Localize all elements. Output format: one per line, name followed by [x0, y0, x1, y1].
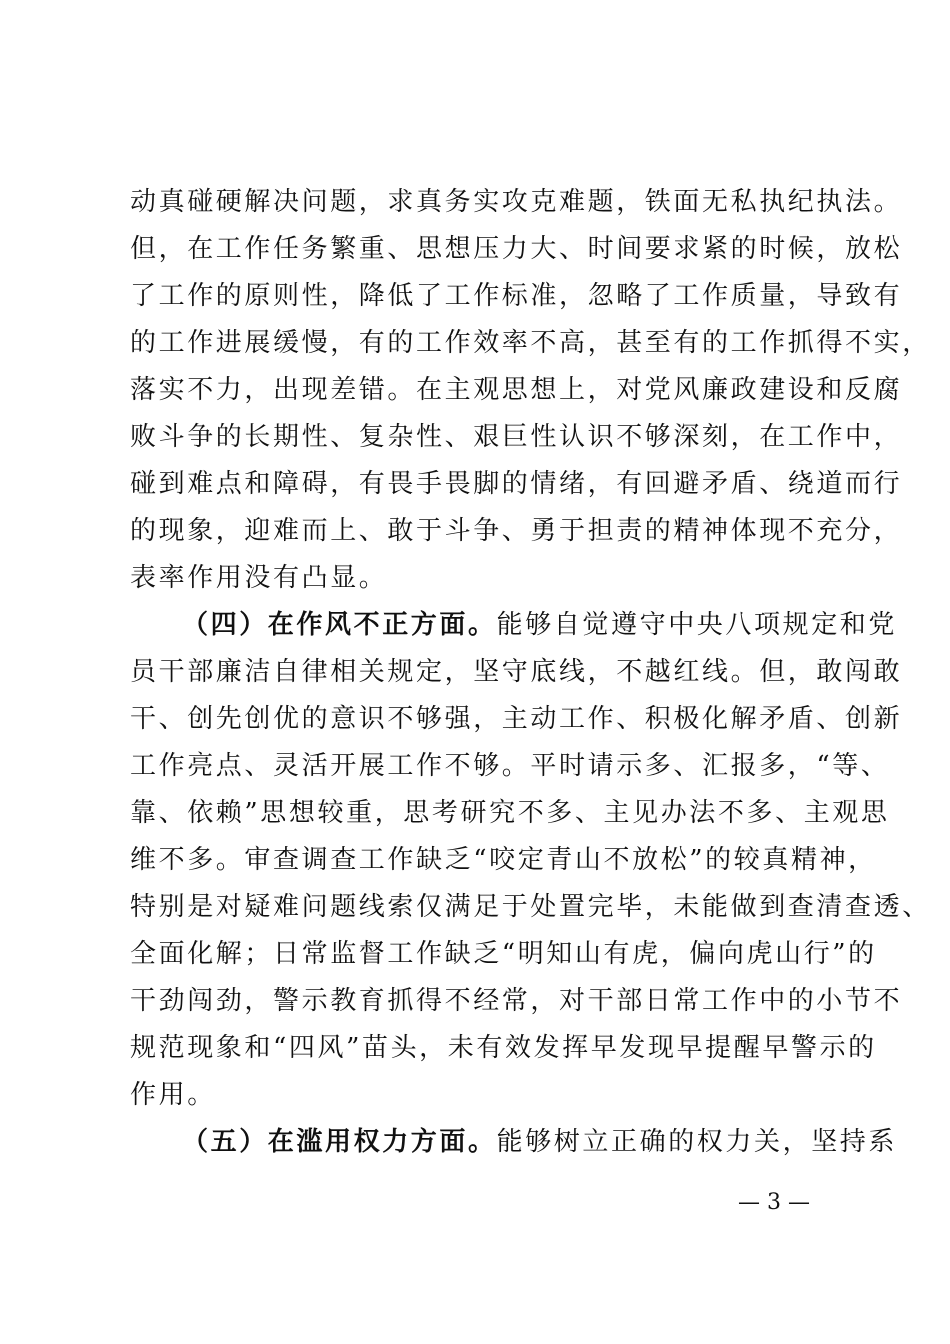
- body-text-line: 作用。: [130, 1080, 216, 1110]
- body-text-line: 动真碰硬解决问题，求真务实攻克难题，铁面无私执纪执法。: [130, 187, 903, 217]
- section-5-first-line-text: 能够树立正确的权力关，坚持系: [496, 1127, 898, 1157]
- section-4-first-line: [182, 608, 897, 642]
- page-number: — 3 —: [738, 1190, 810, 1215]
- section-4-heading: （四）在作风不正方面。: [182, 610, 497, 640]
- body-text-line: 工作亮点、灵活开展工作不够。平时请示多、汇报多，“等、: [130, 751, 890, 781]
- body-text-line: 全面化解；日常监督工作缺乏“明知山有虎，偏向虎山行”的: [130, 939, 877, 969]
- body-text-line: 规范现象和“四风”苗头，未有效发挥早发现早提醒早警示的: [130, 1033, 877, 1063]
- body-text-line: 维不多。审查调查工作缺乏“咬定青山不放松”的较真精神，: [130, 845, 877, 875]
- body-text-line: 员干部廉洁自律相关规定，坚守底线，不越红线。但，敢闯敢: [130, 657, 903, 687]
- body-text-line: 的工作进展缓慢，有的工作效率不高，甚至有的工作抓得不实，: [130, 328, 931, 358]
- body-text-line: 表率作用没有凸显。: [130, 563, 388, 593]
- section-5-heading: （五）在滥用权力方面。: [182, 1127, 497, 1157]
- body-text-line: 了工作的原则性，降低了工作标准，忽略了工作质量，导致有: [130, 281, 903, 311]
- body-text-line: 干、创先创优的意识不够强，主动工作、积极化解矛盾、创新: [130, 704, 903, 734]
- body-text-line: 的现象，迎难而上、敢于斗争、勇于担责的精神体现不充分，: [130, 516, 903, 546]
- body-text-line: 碰到难点和障碍，有畏手畏脚的情绪，有回避矛盾、绕道而行: [130, 469, 903, 499]
- body-text-line: 落实不力，出现差错。在主观思想上，对党风廉政建设和反腐: [130, 375, 903, 405]
- body-text-line: 干劲闯劲，警示教育抓得不经常，对干部日常工作中的小节不: [130, 986, 903, 1016]
- body-text-line: 但，在工作任务繁重、思想压力大、时间要求紧的时候，放松: [130, 234, 903, 264]
- section-4-first-line-text: 能够自觉遵守中央八项规定和党: [496, 610, 898, 640]
- body-text-line: 特别是对疑难问题线索仅满足于处置完毕，未能做到查清查透、: [130, 892, 931, 922]
- section-5-first-line: [182, 1125, 897, 1159]
- body-text-line: 败斗争的长期性、复杂性、艰巨性认识不够深刻，在工作中，: [130, 422, 903, 452]
- body-text-line: 靠、依赖”思想较重，思考研究不多、主见办法不多、主观思: [130, 798, 890, 828]
